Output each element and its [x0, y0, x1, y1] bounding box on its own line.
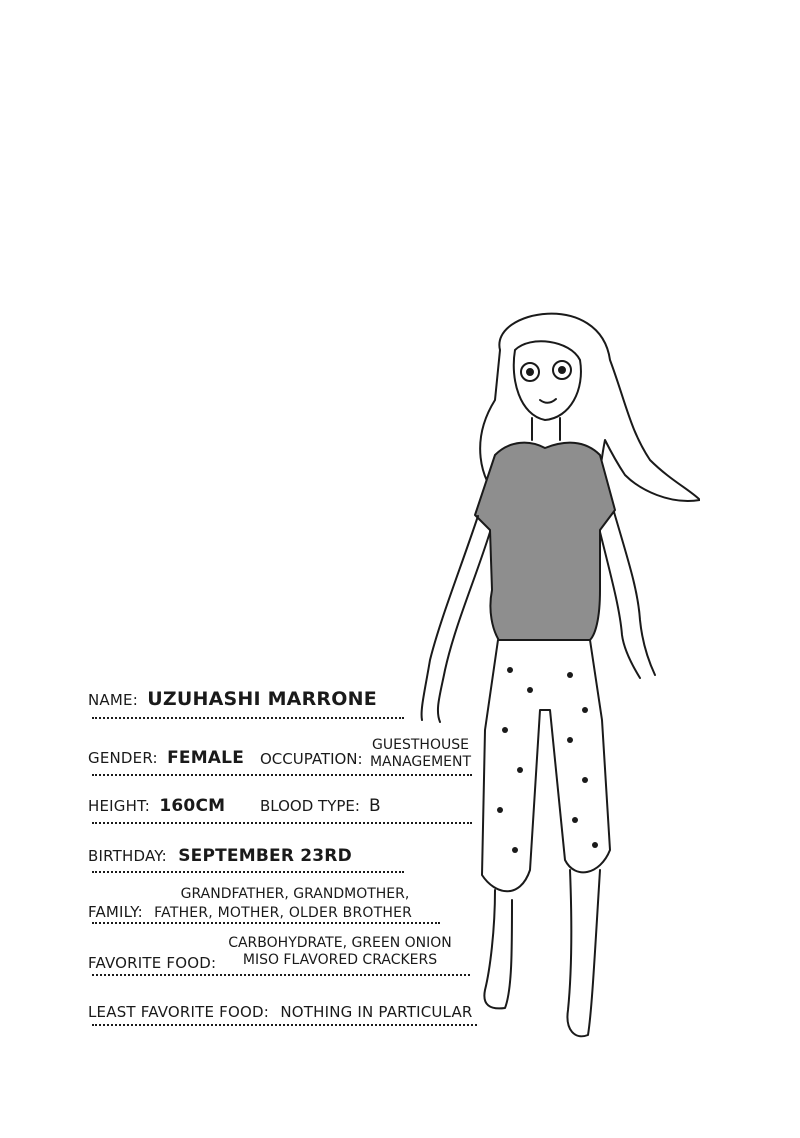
name-value: UZUHASHI MARRONE	[147, 688, 377, 710]
height-row	[88, 796, 225, 816]
divider	[92, 717, 404, 719]
family-label: FAMILY:	[88, 903, 143, 921]
birthday-value: SEPTEMBER 23RD	[178, 846, 352, 866]
occupation-line-2: MANAGEMENT	[369, 754, 472, 770]
divider	[92, 922, 440, 924]
family-line-1: GRANDFATHER, GRANDMOTHER,	[180, 886, 410, 902]
family-row	[88, 902, 412, 922]
birthday-label: BIRTHDAY:	[88, 847, 167, 865]
name-label: NAME:	[88, 691, 138, 709]
left-arm	[422, 516, 490, 722]
blood-value: B	[369, 796, 381, 816]
gender-value: FEMALE	[167, 748, 245, 768]
right-arm	[600, 512, 655, 678]
height-label: HEIGHT:	[88, 797, 151, 815]
shirt	[475, 443, 615, 642]
divider	[92, 1024, 477, 1026]
favorite-food-value	[205, 935, 475, 969]
divider	[92, 871, 404, 873]
name-row	[88, 688, 377, 710]
gender-row	[88, 748, 244, 768]
occupation-value	[368, 737, 473, 771]
least-favorite-label: LEAST FAVORITE FOOD:	[88, 1003, 270, 1021]
favorite-food-label: FAVORITE FOOD:	[88, 954, 217, 972]
occupation-line-1: GUESTHOUSE	[372, 737, 469, 753]
legs	[484, 870, 600, 1036]
favorite-food-line-2: MISO FLAVORED CRACKERS	[242, 952, 438, 968]
character-illustration	[400, 290, 700, 1090]
height-value: 160CM	[159, 796, 226, 816]
divider	[92, 822, 472, 824]
birthday-row	[88, 846, 352, 866]
occupation-label: OCCUPATION:	[260, 750, 363, 768]
favorite-food-row	[88, 953, 216, 972]
blood-label: BLOOD TYPE:	[260, 797, 360, 815]
blood-row	[260, 796, 381, 816]
pants	[482, 640, 610, 891]
divider	[92, 774, 472, 776]
divider	[92, 974, 470, 976]
least-favorite-value: NOTHING IN PARTICULAR	[280, 1003, 473, 1021]
gender-label: GENDER:	[88, 749, 158, 767]
family-line-2: FATHER, MOTHER, OLDER BROTHER	[154, 905, 413, 921]
least-favorite-row	[88, 1002, 473, 1021]
favorite-food-line-1: CARBOHYDRATE, GREEN ONION	[228, 935, 452, 951]
